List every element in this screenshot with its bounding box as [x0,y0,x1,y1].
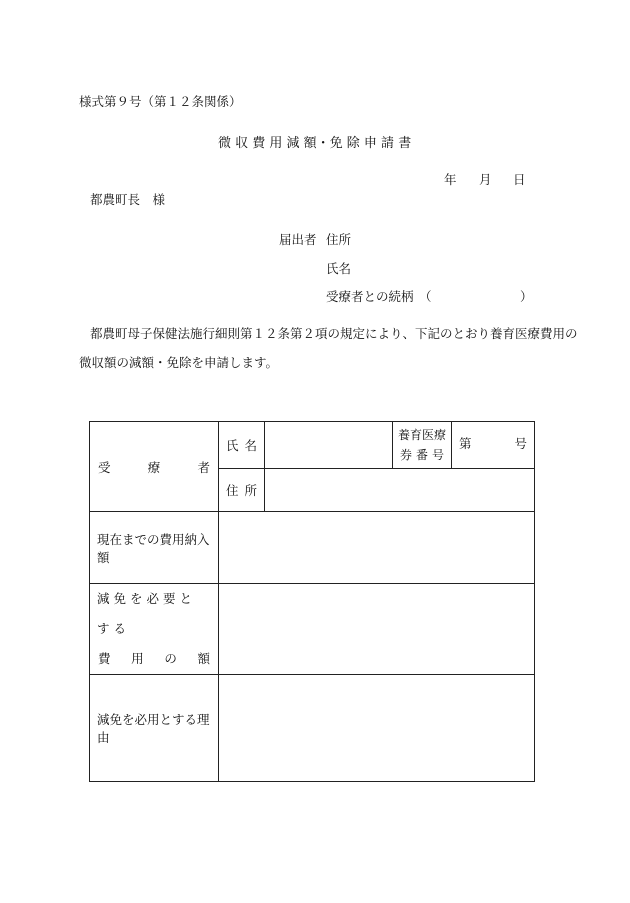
reduction-label-char: 額 [197,651,210,666]
reduction-label-char: 費 [98,651,111,666]
patient-label-cell [90,422,219,512]
applicant-relation-label: 受療者との続柄 [326,289,414,304]
body-text-line-2: 微収額の減額・免除を申請します。 [79,355,279,370]
patient-label-char: 療 [147,459,161,475]
address-label-char: 住 [226,483,239,498]
form-title: 微 収 費 用 減 額・免 除 申 請 書 [218,136,412,151]
body-text-line-1: 都農町母子保健法施行細則第１２条第２項の規定により、下記のとおり養育医療費用の [90,326,578,341]
reduction-amount-field[interactable] [219,584,535,675]
address-label-char: 所 [244,483,257,498]
name-label-char: 氏 [226,438,239,453]
applicant-name-label: 氏名 [326,261,352,276]
certificate-label-char: 番 [415,448,428,462]
certificate-label-line1: 養育医療 [398,428,447,442]
applicant-address-label: 住所 [326,232,352,247]
reduction-label-char: 用 [131,651,144,666]
name-field[interactable] [265,422,393,469]
number-suffix: 号 [514,436,527,451]
paid-amount-label: 現在までの費用納入額 [97,531,210,565]
paid-amount-field[interactable] [219,512,535,584]
patient-label-char: 者 [197,459,210,475]
certificate-label-char: 券 [400,448,413,462]
form-number: 様式第９号（第１２条関係） [79,94,242,109]
certificate-number-field[interactable] [452,422,535,469]
certificate-label-cell [393,422,452,469]
relation-paren-open: （ [419,289,432,304]
number-prefix: 第 [459,436,472,451]
reason-label: 減免を必用とする理由 [97,712,210,745]
address-label-cell [219,469,265,512]
relation-paren-close: ） [520,289,533,304]
application-table [89,421,535,782]
reduction-amount-label-cell [90,584,219,675]
certificate-label-char: 号 [431,448,444,462]
reason-field[interactable] [219,675,535,782]
reduction-amount-label-line1: 減免を必要とする [97,591,197,636]
date-year: 年 [444,172,457,187]
patient-label-char: 受 [98,459,111,475]
reason-label-cell [90,675,219,782]
date-month: 月 [479,172,492,187]
paid-amount-label-cell [90,512,219,584]
applicant-label: 届出者 [279,232,317,247]
reduction-label-char: の [164,651,177,666]
name-label-char: 名 [244,438,257,453]
name-label-cell [219,422,265,469]
address-field[interactable] [265,469,535,512]
date-day: 日 [513,172,526,187]
addressee: 都農町長 様 [90,192,166,207]
